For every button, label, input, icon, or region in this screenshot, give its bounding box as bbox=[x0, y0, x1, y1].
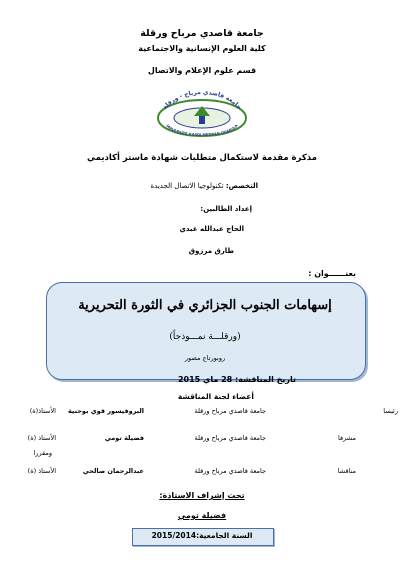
jury-extra-role: ومقررا bbox=[33, 449, 52, 457]
faculty-name: كلية العلوم الإنسانية والاجتماعية bbox=[138, 44, 266, 53]
supervision-label: تحت إشراف الاستاذة: bbox=[159, 491, 245, 500]
academic-year: السنة الجامعية:2015/2014 bbox=[151, 531, 253, 540]
jury-university: جامعة قاصدي مرباح ورقلة bbox=[194, 467, 266, 475]
memo-statement: مذكرة مقدمة لاستكمال متطلبات شهادة ماستر أكاديمي bbox=[87, 153, 317, 163]
specialty-value: تكنولوجيا الاتصال الجديدة bbox=[150, 182, 224, 190]
jury-title: الأستاذ (ة) bbox=[27, 467, 56, 475]
thesis-title: إسهامات الجنوب الجزائري في الثورة التحريرية bbox=[78, 298, 332, 313]
jury-label: أعضاء لجنة المناقشة bbox=[177, 392, 254, 401]
jury-row bbox=[0, 434, 404, 446]
specialty-label: التخصص: bbox=[225, 182, 258, 190]
specialty-row bbox=[151, 182, 258, 190]
thesis-subtitle: (ورقلـــة نمـــوذجاً) bbox=[169, 332, 241, 342]
discussion-date: تاريخ المناقشة: 28 ماي 2015 bbox=[177, 375, 296, 384]
jury-row bbox=[0, 407, 404, 419]
jury-name: فضيلة تومي bbox=[104, 434, 144, 442]
jury-role: رئيسا bbox=[383, 407, 398, 415]
jury-name: البروفيسور قوي بوحنية bbox=[67, 407, 144, 415]
department-name: قسم علوم الإعلام والاتصال bbox=[147, 66, 257, 75]
supervisor-name: فضيلة تومي bbox=[177, 511, 227, 520]
university-logo bbox=[150, 84, 254, 138]
logo-latin-text: UNIVERSITE KASDI MERBAH OUARGLA bbox=[165, 123, 239, 138]
student-name-2: طارق مرزوق bbox=[188, 247, 234, 255]
logo-arabic-text: جامعة قاصدي مرباح - ورقلة bbox=[161, 88, 243, 111]
university-name: جامعة قاصدي مرباح ورقلة bbox=[140, 28, 264, 39]
prepared-label: إعداد الطالبين: bbox=[200, 205, 252, 213]
jury-title: الأستاذ (ة) bbox=[27, 434, 56, 442]
jury-role: مناقشا bbox=[337, 467, 356, 475]
jury-row bbox=[0, 467, 404, 479]
jury-title: الأستاذ(ة) bbox=[29, 407, 56, 415]
title-box bbox=[46, 282, 366, 380]
jury-university: جامعة قاصدي مرباح ورقلة bbox=[194, 407, 266, 415]
title-label: بعنــــــوان : bbox=[308, 269, 356, 278]
jury-university: جامعة قاصدي مرباح ورقلة bbox=[194, 434, 266, 442]
student-name-1: الحاج عبدالله عبدي bbox=[179, 225, 244, 233]
jury-role: مشرفا bbox=[338, 434, 356, 442]
thesis-type: روبورتاج مصور bbox=[184, 354, 226, 362]
jury-name: عبدالرحمان صالحي bbox=[82, 467, 144, 475]
